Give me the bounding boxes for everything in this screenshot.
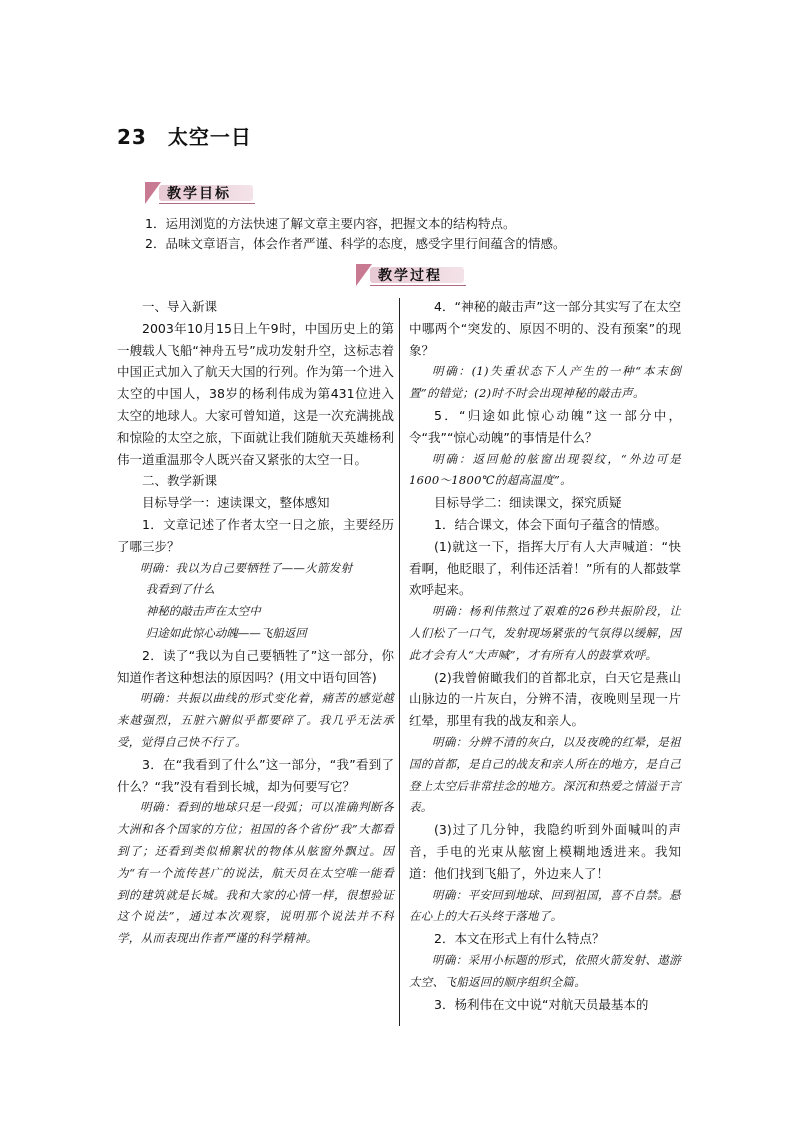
answer: 明确：杨利伟熬过了艰难的26秒共振阶段，让人们松了一口气，发射现场紧张的气氛得以缓解，因此才会有人“大声喊”，才有所有人的鼓掌欢呼。 — [409, 604, 681, 662]
sentence: (3)过了几分钟，我隐约听到外面喊叫的声音，手电的光束从舷窗上模糊地透进来。我知道：他们找到飞船了，外边来人了！ — [409, 822, 681, 881]
answer: 明确：采用小标题的形式，依照火箭发射、遨游太空、飞船返回的顺序组织全篇。 — [409, 952, 681, 989]
answer-subitem: 神秘的敲击声在太空中 — [145, 604, 261, 619]
goal-heading: 目标导学二：细读课文，探究质疑 — [434, 495, 622, 511]
sentence: (1)就这一下，指挥大厅有人大声喊道：“快看啊，他眨眼了，利伟还活着！”所有的人都鼓掌欢呼起来。 — [409, 538, 681, 598]
column-divider — [399, 298, 400, 1026]
answer: 明确：返回舱的舷窗出现裂纹，“外边可是1600～1800℃的超高温度”。 — [409, 451, 681, 488]
question: 1．文章记述了作者太空一日之旅，主要经历了哪三步？ — [117, 516, 394, 554]
answer: 明确：平安回到地球、回到祖国，喜不自禁。悬在心上的大石头终于落地了。 — [409, 887, 681, 924]
section-heading: 一、导入新课 — [142, 299, 218, 314]
process-banner-label: 教学过程 — [378, 268, 442, 284]
section-heading: 二、教学新课 — [142, 473, 218, 489]
answer: 明确：分辨不清的灰白，以及夜晚的红晕，是祖国的首都，是自己的战友和亲人所在的地方，是自己登上太空后非常挂念的地方。深沉和热爱之情溢于言表。 — [409, 734, 681, 815]
goal-item: 2．品味文章语言，体会作者严谨、科学的态度，感受字里行间蕴含的情感。 — [145, 236, 566, 251]
goals-list — [145, 214, 665, 254]
answer: 明确：看到的地球只是一段弧；可以准确判断各大洲和各个国家的方位；祖国的各个省份“我”大都看到了；还看到类似棉絮状的物体从舷窗外飘过。因为“有一个流传甚广的说法，航天员在太空唯一能看到的建筑就是长城。我和大家的心情一样，很想验证这个说法”，通过本次观察，说明那个说法并不科学，从而表现出作者严谨的科学精神。 — [117, 800, 394, 946]
answer: 明确：共振以曲线的形式变化着，痛苦的感觉越来越强烈，五脏六腑似乎都要碎了。我几乎无法承受，觉得自己快不行了。 — [117, 691, 394, 749]
lesson-title: 23 太空一日 — [117, 125, 252, 149]
goal-item: 1．运用浏览的方法快速了解文章主要内容，把握文本的结构特点。 — [145, 216, 516, 231]
answer: 明确：我以为自己要牺牲了——火箭发射 — [140, 560, 353, 575]
goals-banner — [145, 182, 255, 204]
banner-flag-icon — [145, 182, 161, 204]
question: 3．在“我看到了什么”这一部分，“我”看到了什么？“我”没有看到长城，却为何要写它？ — [117, 756, 394, 794]
question: 3．杨利伟在文中说“对航天员最基本的 — [434, 996, 649, 1012]
question: 2．本文在形式上有什么特点？ — [434, 931, 605, 947]
question: 1．结合课文，体会下面句子蕴含的情感。 — [434, 516, 667, 532]
sentence: (2)我曾俯瞰我们的首都北京，白天它是燕山山脉边的一片灰白，分辨不清，夜晚则呈现一片红晕，那里有我的战友和亲人。 — [409, 669, 681, 729]
question: 2．读了“我以为自己要牺牲了”这一部分，你知道作者这种想法的原因吗？(用文中语句回答) — [117, 647, 394, 685]
answer-subitem: 我看到了什么 — [145, 582, 215, 597]
intro-paragraph: 2003年10月15日上午9时，中国历史上的第一艘载人飞船“神舟五号”成功发射升空，这标志着中国正式加入了航天大国的行列。作为第一个进入太空的中国人，38岁的杨利伟成为第431位进入太空的地球人。大家可曾知道，这是一次充满挑战和惊险的太空之旅，下面就让我们随航天英雄杨利伟一道重温那令人既兴奋又紧张的太空一日。 — [117, 320, 394, 467]
goal-heading: 目标导学一：速读课文，整体感知 — [142, 495, 330, 511]
question: 5．“归途如此惊心动魄”这一部分中，令“我”“惊心动魄”的事情是什么？ — [409, 407, 681, 445]
answer-subitem: 归途如此惊心动魄——飞船返回 — [145, 625, 307, 640]
question: 4．“神秘的敲击声”这一部分其实写了在太空中哪两个“突发的、原因不明的、没有预案”的现象？ — [409, 299, 681, 358]
process-banner — [356, 264, 466, 286]
answer: 明确：(1)失重状态下人产生的一种“本末倒置”的错觉；(2)时不时会出现神秘的敲击声。 — [409, 364, 681, 401]
banner-flag-icon — [356, 264, 372, 286]
goals-banner-label: 教学目标 — [167, 186, 231, 202]
left-column — [117, 296, 394, 950]
right-column — [409, 296, 681, 1015]
